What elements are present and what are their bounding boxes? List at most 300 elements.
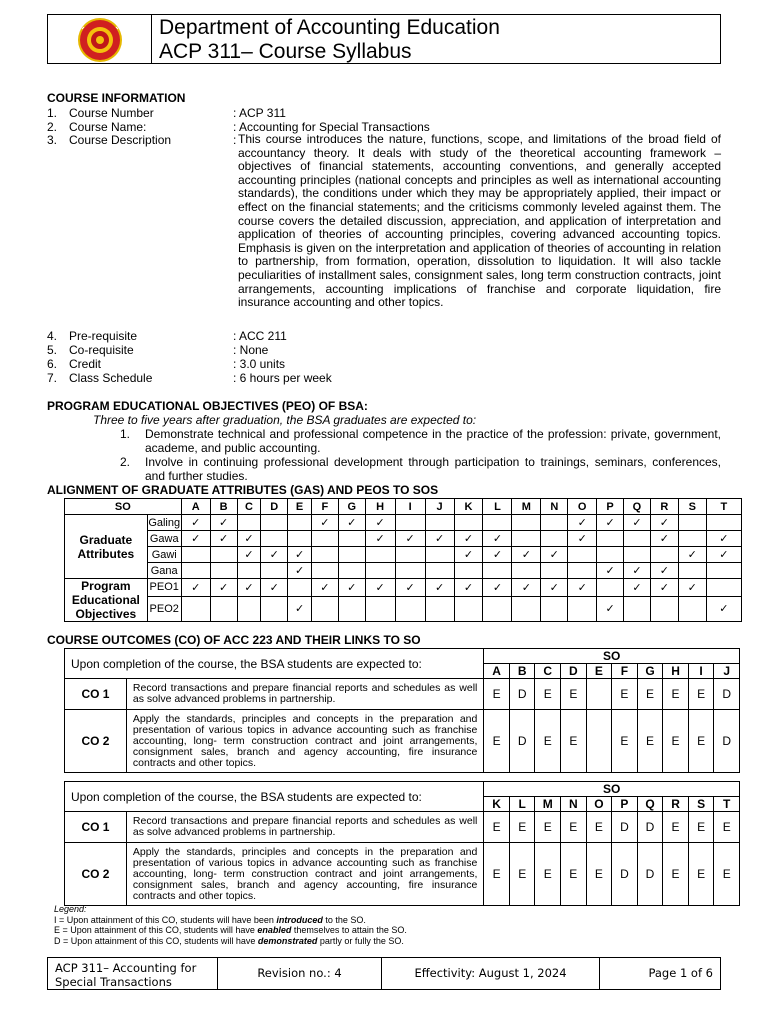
alignment-cell	[624, 579, 651, 597]
peo-item-num: 1.	[120, 427, 131, 441]
alignment-cell	[395, 579, 425, 597]
co-intro: Upon completion of the course, the BSA students are expected to:	[65, 782, 484, 812]
check-mark-icon: ✓	[405, 533, 415, 545]
so-column-header: L	[509, 797, 535, 812]
info-value: : 6 hours per week	[233, 371, 332, 385]
so-column-header: G	[637, 664, 663, 679]
co-so-level: D	[714, 679, 740, 710]
co-row	[65, 710, 740, 773]
so-column-header: H	[663, 664, 689, 679]
co-so-level: E	[535, 679, 561, 710]
alignment-cell	[650, 596, 678, 621]
legend-text: themselves to attain the SO.	[291, 925, 407, 935]
check-mark-icon: ✓	[659, 565, 669, 577]
so-column-header: H	[365, 499, 395, 515]
alignment-cell	[650, 515, 678, 531]
alignment-cell	[454, 563, 483, 579]
alignment-cell	[678, 579, 706, 597]
check-mark-icon: ✓	[605, 603, 615, 616]
so-column-header: E	[288, 499, 312, 515]
so-column-header: T	[714, 797, 740, 812]
alignment-cell	[425, 515, 454, 531]
alignment-cell	[706, 579, 741, 597]
alignment-cell	[181, 515, 210, 531]
alignment-cell	[568, 531, 597, 547]
alignment-cell	[261, 547, 288, 563]
alignment-cell	[512, 579, 541, 597]
info-row-course-number	[47, 106, 721, 120]
check-mark-icon: ✓	[492, 533, 503, 545]
info-num: 7.	[47, 371, 58, 385]
alignment-cell	[181, 563, 210, 579]
co-label: CO 1	[65, 812, 127, 843]
alignment-cell	[237, 547, 261, 563]
co-table-2	[64, 781, 740, 906]
info-num: 4.	[47, 329, 58, 343]
footer-course-line2: Special Transactions	[55, 975, 172, 989]
so-column-header: Q	[624, 499, 651, 515]
so-column-header: R	[650, 499, 678, 515]
alignment-cell	[597, 579, 624, 597]
alignment-cell	[425, 547, 454, 563]
alignment-row-label: Gana	[147, 563, 181, 579]
co-so-level: E	[714, 812, 740, 843]
alignment-cell	[541, 515, 568, 531]
so-column-header: F	[612, 664, 638, 679]
alignment-cell	[288, 547, 312, 563]
info-label: Course Name:	[69, 120, 147, 134]
alignment-row	[65, 563, 742, 579]
peo-item-num: 2.	[120, 455, 131, 469]
so-column-header: T	[706, 499, 741, 515]
check-mark-icon: ✓	[463, 549, 474, 561]
check-mark-icon: ✓	[375, 517, 385, 529]
info-label: Credit	[69, 357, 102, 371]
footer-revision: Revision no.: 4	[218, 958, 382, 989]
alignment-cell	[365, 563, 395, 579]
check-mark-icon: ✓	[659, 581, 669, 594]
check-mark-icon: ✓	[294, 603, 305, 616]
alignment-cell	[210, 531, 237, 547]
alignment-cell	[568, 515, 597, 531]
check-mark-icon: ✓	[605, 517, 615, 529]
info-num: 2.	[47, 120, 58, 134]
so-column-header: S	[678, 499, 706, 515]
peo-item-2	[120, 455, 721, 483]
so-column-header: B	[509, 664, 535, 679]
alignment-cell	[261, 531, 288, 547]
legend-line-e	[54, 925, 407, 936]
peo-group-label: Program Educational Objectives	[65, 579, 148, 622]
info-num: 1.	[47, 106, 58, 120]
so-header: SO	[484, 782, 740, 797]
check-mark-icon: ✓	[492, 549, 503, 561]
alignment-cell	[365, 515, 395, 531]
alignment-cell	[483, 547, 512, 563]
alignment-row-label: PEO1	[147, 579, 181, 597]
info-label: Course Description	[69, 133, 172, 147]
page-footer	[47, 957, 721, 990]
legend-title: Legend:	[54, 904, 87, 914]
legend-text: E = Upon attainment of this CO, students will have	[54, 925, 258, 935]
alignment-cell	[365, 579, 395, 597]
info-row-corequisite	[47, 343, 721, 357]
alignment-row	[65, 547, 742, 563]
alignment-cell	[338, 596, 365, 621]
alignment-cell	[706, 515, 741, 531]
peo-item-1	[120, 427, 721, 455]
alignment-cell	[706, 547, 741, 563]
alignment-cell	[338, 515, 365, 531]
co-so-level: E	[484, 710, 510, 773]
document-header	[47, 14, 721, 64]
co-so-level: E	[535, 812, 561, 843]
alignment-cell	[365, 531, 395, 547]
alignment-cell	[568, 563, 597, 579]
alignment-cell	[181, 531, 210, 547]
so-header: SO	[484, 649, 740, 664]
info-value: : ACP 311	[233, 106, 286, 120]
co-so-level	[586, 679, 612, 710]
co-so-level: E	[663, 812, 689, 843]
co-so-level: E	[714, 843, 740, 906]
alignment-cell	[512, 515, 541, 531]
alignment-cell	[261, 515, 288, 531]
check-mark-icon: ✓	[269, 581, 279, 594]
co-so-level: E	[586, 843, 612, 906]
alignment-cell	[395, 563, 425, 579]
check-mark-icon: ✓	[191, 517, 201, 529]
alignment-cell	[454, 515, 483, 531]
alignment-cell	[650, 579, 678, 597]
info-num: 3.	[47, 133, 58, 147]
alignment-cell	[706, 531, 741, 547]
co-so-level: E	[509, 843, 535, 906]
alignment-cell	[338, 531, 365, 547]
check-mark-icon: ✓	[294, 565, 305, 577]
alignment-cell	[624, 515, 651, 531]
info-label: Pre-requisite	[69, 329, 138, 343]
check-mark-icon: ✓	[719, 549, 729, 561]
so-column-header: C	[237, 499, 261, 515]
alignment-cell	[181, 596, 210, 621]
alignment-cell	[365, 547, 395, 563]
co-heading: COURSE OUTCOMES (CO) OF ACC 223 AND THEIR LINKS TO SO	[47, 633, 421, 647]
legend	[54, 904, 407, 946]
alignment-cell	[311, 547, 338, 563]
alignment-cell	[512, 547, 541, 563]
co-so-level: E	[688, 710, 714, 773]
check-mark-icon: ✓	[687, 581, 697, 594]
alignment-cell	[311, 531, 338, 547]
info-num: 5.	[47, 343, 58, 357]
check-mark-icon: ✓	[191, 533, 201, 545]
alignment-cell	[678, 563, 706, 579]
co-so-level: E	[688, 679, 714, 710]
co-so-level: D	[509, 710, 535, 773]
check-mark-icon: ✓	[659, 533, 669, 545]
so-column-header: I	[395, 499, 425, 515]
alignment-cell	[541, 563, 568, 579]
check-mark-icon: ✓	[219, 517, 229, 529]
info-value: : Accounting for Special Transactions	[233, 120, 430, 134]
so-column-header: K	[454, 499, 483, 515]
footer-page-number: Page 1 of 6	[648, 966, 713, 980]
peo-item-text: Demonstrate technical and professional competence in the practice of the profession: private, government, academe, and public accounting.	[145, 427, 721, 455]
alignment-cell	[678, 596, 706, 621]
co-table-1	[64, 648, 740, 773]
legend-emph: enabled	[257, 925, 292, 935]
check-mark-icon: ✓	[687, 549, 697, 561]
alignment-cell	[650, 547, 678, 563]
check-mark-icon: ✓	[320, 517, 330, 529]
alignment-cell	[706, 596, 741, 621]
co-header-row	[65, 782, 740, 797]
so-column-header: J	[714, 664, 740, 679]
alignment-cell	[454, 531, 483, 547]
alignment-row	[65, 515, 742, 531]
logo-cell	[48, 15, 152, 63]
alignment-cell	[425, 531, 454, 547]
co-statement: Record transactions and prepare financial reports and schedules as well as solve advanced problems in partnership.	[126, 679, 483, 710]
alignment-cell	[624, 563, 651, 579]
co-so-level: E	[561, 679, 587, 710]
alignment-row-label: Galing	[148, 516, 181, 529]
co-so-level: E	[561, 812, 587, 843]
college-seal-icon	[48, 15, 151, 63]
check-mark-icon: ✓	[463, 533, 474, 545]
info-row-credit	[47, 357, 721, 371]
alignment-cell	[311, 579, 338, 597]
so-column-header: B	[210, 499, 237, 515]
alignment-cell	[650, 531, 678, 547]
so-column-header: S	[688, 797, 714, 812]
alignment-cell	[541, 531, 568, 547]
co-so-level: D	[637, 843, 663, 906]
co-so-level: E	[586, 812, 612, 843]
alignment-cell	[311, 515, 338, 531]
alignment-cell	[597, 563, 624, 579]
alignment-cell	[311, 563, 338, 579]
check-mark-icon: ✓	[434, 533, 445, 545]
check-mark-icon: ✓	[191, 581, 201, 594]
check-mark-icon: ✓	[632, 581, 642, 594]
alignment-cell	[597, 531, 624, 547]
info-num: 6.	[47, 357, 58, 371]
alignment-cell	[597, 515, 624, 531]
alignment-cell	[425, 579, 454, 597]
footer-course-line1: ACP 311– Accounting for	[55, 961, 197, 975]
alignment-cell	[624, 596, 651, 621]
check-mark-icon: ✓	[405, 581, 415, 594]
alignment-cell	[512, 596, 541, 621]
course-description-text: This course introduces the nature, functions, scope, and limitations of the broad field of accountancy theory. It deals with study of the theoretical accounting framework – objectives of financial statements, accounting conventions, and generally accepted accounting principles (national concepts and principles as well as international accounting standards), the conditions under which they may be appropriately applied, their impact or effect on the financial statements; and the criticisms commonly leveled against them. The course covers the detailed discussion, appreciation, and application of interpretation and application of theories of accounting principles, covering advanced accounting topics. Emphasis is given on the interpretation and application of theories of accounting in relation to partnership, from formation, operation, dissolution to liquidation. It will also tackle peculiarities of installment sales, consignment sales, long term construction contracts, joint arrangements, accounting implications of franchise and corporate liquidation, fire insurance accounting and other topics.	[238, 132, 721, 310]
alignment-cell	[237, 531, 261, 547]
alignment-cell	[512, 563, 541, 579]
co-so-level: E	[637, 710, 663, 773]
alignment-cell	[650, 563, 678, 579]
so-column-header: F	[311, 499, 338, 515]
alignment-cell	[261, 579, 288, 597]
check-mark-icon: ✓	[549, 549, 559, 561]
alignment-cell	[288, 531, 312, 547]
syllabus-title: ACP 311– Course Syllabus	[159, 40, 412, 63]
co-so-level: E	[688, 812, 714, 843]
course-info-heading: COURSE INFORMATION	[47, 91, 186, 105]
check-mark-icon: ✓	[219, 581, 229, 594]
alignment-cell	[597, 596, 624, 621]
check-mark-icon: ✓	[549, 581, 559, 594]
info-value: :	[233, 133, 237, 147]
co-statement: Record transactions and prepare financial reports and schedules as well as solve advanced problems in partnership.	[126, 812, 483, 843]
alignment-row	[65, 531, 742, 547]
alignment-cell	[210, 515, 237, 531]
check-mark-icon: ✓	[244, 581, 254, 594]
alignment-cell	[288, 579, 312, 597]
alignment-cell	[338, 563, 365, 579]
alignment-row	[65, 579, 742, 597]
legend-text: partly or fully the SO.	[317, 935, 404, 946]
check-mark-icon: ✓	[375, 581, 385, 594]
so-column-header: G	[338, 499, 365, 515]
alignment-cell	[568, 579, 597, 597]
alignment-cell	[338, 579, 365, 597]
alignment-cell	[210, 579, 237, 597]
alignment-cell	[311, 596, 338, 621]
alignment-cell	[568, 547, 597, 563]
so-column-header: J	[425, 499, 454, 515]
check-mark-icon: ✓	[659, 517, 669, 529]
co-so-level: E	[561, 843, 587, 906]
check-mark-icon: ✓	[577, 517, 587, 529]
co-so-level: E	[688, 843, 714, 906]
co-so-level: E	[663, 843, 689, 906]
peo-intro: Three to five years after graduation, the BSA graduates are expected to:	[93, 413, 477, 427]
check-mark-icon: ✓	[719, 533, 729, 545]
alignment-cell	[454, 547, 483, 563]
check-mark-icon: ✓	[577, 533, 587, 545]
check-mark-icon: ✓	[219, 533, 229, 545]
co-so-level: E	[484, 812, 510, 843]
alignment-cell	[365, 596, 395, 621]
co-so-level: D	[612, 812, 638, 843]
co-row	[65, 679, 740, 710]
check-mark-icon: ✓	[320, 581, 330, 594]
alignment-cell	[624, 547, 651, 563]
check-mark-icon: ✓	[521, 581, 531, 594]
co-so-level: E	[637, 679, 663, 710]
alignment-row	[65, 596, 742, 621]
check-mark-icon: ✓	[492, 581, 503, 594]
check-mark-icon: ✓	[244, 549, 254, 561]
legend-emph: introduced	[276, 914, 323, 925]
department-title: Department of Accounting Education	[159, 16, 500, 39]
alignment-cell	[597, 547, 624, 563]
info-row-prerequisite	[47, 329, 721, 343]
co-so-level: E	[663, 710, 689, 773]
alignment-cell	[512, 531, 541, 547]
alignment-cell	[210, 596, 237, 621]
alignment-cell	[483, 531, 512, 547]
alignment-cell	[338, 547, 365, 563]
check-mark-icon: ✓	[434, 581, 445, 594]
alignment-cell	[483, 596, 512, 621]
check-mark-icon: ✓	[521, 549, 531, 561]
legend-text: to the SO.	[322, 914, 366, 925]
alignment-cell	[395, 596, 425, 621]
alignment-cell	[541, 547, 568, 563]
alignment-table	[64, 498, 742, 622]
so-column-header: D	[261, 499, 288, 515]
so-column-header: L	[483, 499, 512, 515]
co-label: CO 2	[65, 843, 127, 906]
alignment-cell	[395, 515, 425, 531]
info-value: : 3.0 units	[233, 357, 286, 371]
alignment-cell	[210, 563, 237, 579]
co-so-level: D	[714, 710, 740, 773]
so-column-header: N	[541, 499, 568, 515]
co-so-level: E	[612, 679, 638, 710]
so-column-header: O	[586, 797, 612, 812]
alignment-cell	[237, 596, 261, 621]
check-mark-icon: ✓	[463, 581, 474, 594]
co-so-level: D	[509, 679, 535, 710]
so-column-header: P	[612, 797, 638, 812]
info-value: : None	[233, 343, 269, 357]
so-column-header: O	[568, 499, 597, 515]
alignment-row-label: Gawi	[147, 547, 181, 563]
co-so-level: E	[561, 710, 587, 773]
co-so-level: E	[509, 812, 535, 843]
info-label: Course Number	[69, 106, 154, 120]
check-mark-icon: ✓	[347, 517, 357, 529]
so-column-header: A	[484, 664, 510, 679]
co-header-row	[65, 649, 740, 664]
peo-item-text: Involve in continuing professional development through participation to trainings, seminars, conferences, and further studies.	[145, 455, 721, 483]
peo-heading: PROGRAM EDUCATIONAL OBJECTIVES (PEO) OF BSA:	[47, 399, 368, 413]
alignment-cell	[261, 563, 288, 579]
check-mark-icon: ✓	[632, 517, 642, 529]
alignment-cell	[454, 579, 483, 597]
check-mark-icon: ✓	[269, 549, 279, 561]
so-column-header: I	[688, 664, 714, 679]
co-row	[65, 812, 740, 843]
legend-text: D = Upon attainment of this CO, students will have	[54, 935, 258, 946]
co-so-level: E	[484, 679, 510, 710]
alignment-cell	[624, 531, 651, 547]
info-row-class-schedule	[47, 371, 721, 385]
alignment-cell	[237, 563, 261, 579]
so-column-header: M	[535, 797, 561, 812]
alignment-cell	[237, 579, 261, 597]
alignment-cell	[706, 563, 741, 579]
alignment-cell	[678, 531, 706, 547]
check-mark-icon: ✓	[375, 533, 385, 545]
alignment-cell	[288, 563, 312, 579]
alignment-cell	[425, 563, 454, 579]
co-statement: Apply the standards, principles and concepts in the preparation and presentation of various topics in advance accounting such as franchise accounting, long- term construction contract and joint arrangements, consignment sales, branch and agency accounting, fire insurance contracts and other topics.	[126, 710, 483, 773]
alignment-cell	[395, 547, 425, 563]
check-mark-icon: ✓	[632, 565, 642, 577]
footer-effectivity: Effectivity: August 1, 2024	[382, 958, 600, 989]
co-intro: Upon completion of the course, the BSA students are expected to:	[65, 649, 484, 679]
so-header: SO	[65, 499, 182, 515]
alignment-cell	[483, 515, 512, 531]
alignment-cell	[541, 579, 568, 597]
check-mark-icon: ✓	[347, 581, 357, 594]
co-so-level: D	[637, 812, 663, 843]
so-column-header: M	[512, 499, 541, 515]
